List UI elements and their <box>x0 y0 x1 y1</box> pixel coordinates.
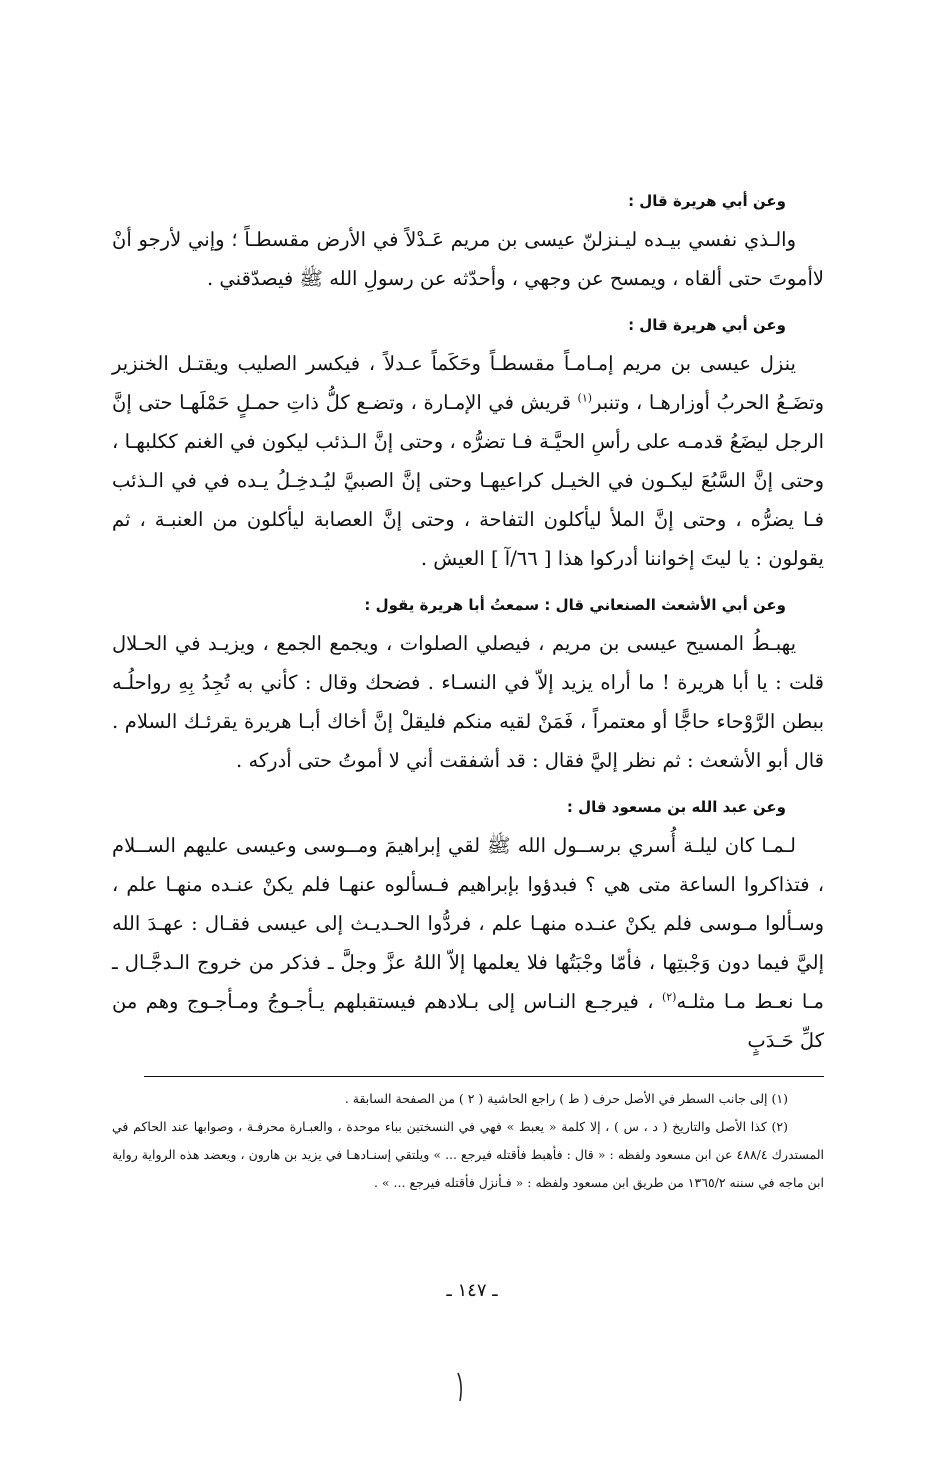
section-heading: وعن عبد الله بن مسعود قال : <box>566 798 786 816</box>
footnote-divider <box>144 1076 824 1077</box>
page-number: ـ ١٤٧ ـ <box>446 1280 498 1301</box>
section-text-main: يهبـطُ المسيح عيسى بن مريم ، فيصلي الصلوات ، ويجمع الجمع ، ويزيـد في الحـلال قلت : يا أبا هريرة ! ما أراه يزيد إلاّ في النسـاء . فضحك وقال : كأني به تُجِدُ بِهِ رواحلُـه ببطن الرَّوْحاء حاجًّا أو معتمراً ، فَمَنْ لقيه منكم فليقلْ إنَّ أخاك أبـا هريرة يقرئـك السلام . قال أبو الأشعث : ثم نظر إليَّ فقال : قد أشفقت أني لا أموتُ حتى أدركه . <box>112 632 824 772</box>
footnote-ref-2: (٢) <box>661 990 677 1004</box>
section-text-part-b: ، فيرجـع النـاس إلى بـلادهم فيستقبلهم يـأجـوجُ ومـأجـوج وهم من كلِّ حَـدَبٍ <box>112 990 824 1052</box>
section-heading: وعن أبي الأشعث الصنعاني قال : سمعتُ أبا هريرة يقول : <box>364 596 786 614</box>
section-text-part-a: ينزل عيسى بن مريم إمـامـاً مقسطـاً وحَكَماً عـدلاً ، فيكسر الصليب ويقتـل الخنزير وتضَـعُ الحربُ أوزارهـا ، وتنبر <box>112 352 824 414</box>
section-text <box>112 624 824 780</box>
section-text <box>112 826 824 1060</box>
footnote-1: (١) إلى جانب السطر في الأصل حرف ( ط ) راجع الحاشية ( ٢ ) من الصفحة السابقة . <box>344 1091 788 1106</box>
section-text-main: والـذي نفسي بيـده ليـنزلنّ عيسى بن مريم عَـدْلاً في الأرض مقسطـاً ؛ وإني لأرجو أنْ لاأموتَ حتى ألقاه ، ويمسح عن وجهي ، وأحدّثه عن رسولِ الله ﷺ فيصدّقني . <box>112 228 824 290</box>
section-text <box>112 220 824 298</box>
section-4 <box>112 796 824 1060</box>
page-content <box>112 190 824 1197</box>
section-text-part-a: لـمـا كان ليلـة أُسري برســول الله ﷺ لقي إبراهيمَ ومــوسى وعيسى عليهم الســلام ، فتذاكروا الساعة متى هي ؟ فبدؤوا بإبراهيم فـسألوه عنهـا فلم يكنْ عنـده منهـا علم ، وسـألوا مـوسى فلم يكنْ عنـده منهـا علم ، فردُّوا الحـديـث إلى عيسى فقـال : عهـدَ الله إليَّ فيما دون وَجْبتِها ، فأمّا وجْبَتُها فلا يعلمها إلاّ اللهُ عزَّ وجلَّ ـ فذكر من خروج الـدجَّـال ـ مـا نعـط مـا مثلـه <box>112 834 825 1013</box>
footnote-2: (٢) كذا الأصل والتاريخ ( د ، س ) ، إلا كلمة « يعبط » فهي في النسختين بباء موحدة ، والعبـارة محرفـة ، وصوابها عند الحاكم في المستدرك ٤٨٨/٤ عن ابن مسعود ولفظه : « قال : فأهبط فأقتله فيرجع ... » ويلتقي إسنـادهـا في يزيد بن هارون ، ويعضد هذه الرواية رواية ابن ماجه في سننه ١٣٦٥/٢ من طريق ابن مسعود ولفظه : « فـأنزل فأقتله فيرجع ... » . <box>112 1119 824 1190</box>
section-heading: وعن أبي هريرة قال : <box>628 316 786 334</box>
section-text-part-b: قريش في الإمـارة ، وتضـع كلُّ ذاتِ حمـلٍ حَمْلَهـا حتى إنَّ الرجل ليضَعُ قدمـه على رأسِ الحيَّـة فـا تضرُّه ، وحتى إنَّ الـذئب ليكون في الغنم ككلبهـا ، وحتى إنَّ السَّبُعَ ليكـون في الخيـل كراعيهـا وحتى إنَّ الصبيَّ ليُـدخِـلُ يـده في في الـذئب فـا يضرُّه ، وحتى إنَّ الملأ ليأكلون التفاحة ، وحتى إنَّ العصابة ليأكلون من العنبـة ، ثم يقولون : يا ليتَ إخواننا أدركوا هذا [ ٦٦/آ ] العيش . <box>112 391 824 570</box>
scan-mark-icon <box>456 1372 464 1402</box>
footnote-ref-1: (١) <box>577 391 593 405</box>
footnotes <box>112 1085 824 1197</box>
section-text <box>112 344 824 578</box>
section-1 <box>112 190 824 298</box>
section-heading: وعن أبي هريرة قال : <box>628 192 786 210</box>
section-3 <box>112 594 824 780</box>
section-2 <box>112 314 824 578</box>
